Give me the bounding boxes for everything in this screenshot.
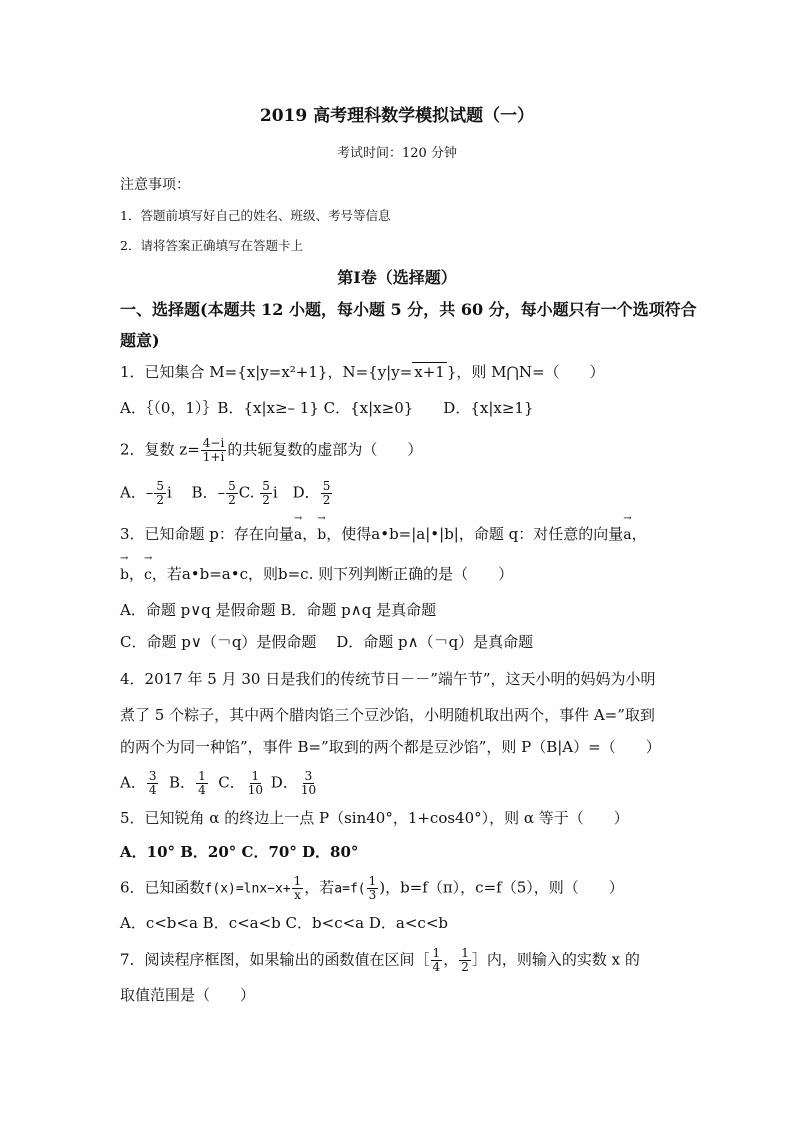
q6-text: )，b=f（π），c=f（5），则（ ） (379, 878, 624, 897)
note-item: 1．答题前填写好自己的姓名、班级、考号等信息 (120, 208, 391, 223)
q6-a-def: a=f( (334, 881, 366, 897)
frac-den: 2 (156, 493, 164, 507)
frac-num: 5 (228, 479, 236, 493)
question-3 (120, 524, 647, 545)
frac-den: 2 (461, 960, 469, 974)
question-4-cont2: 的两个为同一种馅”，事件 B=”取到的两个都是豆沙馅”，则 P（B|A）=（ ） (120, 738, 661, 756)
q6-text: 6．已知函数 (120, 878, 205, 897)
q2-num: 4−i (202, 436, 225, 450)
frac-num: 1 (251, 769, 260, 783)
q2-opt-a-frac (154, 480, 166, 507)
q2-opt-c-tail: i D． (272, 483, 320, 502)
q2-fraction (201, 437, 227, 464)
q7-text: ］内，则输入的实数 x 的 (471, 950, 640, 969)
q2-opt-b-frac (226, 480, 238, 507)
option-label: D． (270, 773, 298, 792)
q2-text-b: 的共轭复数的虚部为（ ） (227, 440, 423, 459)
q7-sep: ， (443, 950, 459, 969)
frac-den: 10 (247, 783, 264, 797)
q1-options: A．｛（0，1）｝B．{x|x≥– 1} C．{x|x≥0} D．{x|x≥1} (120, 399, 534, 417)
frac-num: 3 (304, 769, 313, 783)
q6-function: f(x)=lnx−x+ (204, 881, 291, 897)
q6-text: ，若 (304, 878, 335, 897)
q2-den: 1+i (202, 450, 225, 464)
q3-dot-expr: a•b=|a|•|b| (371, 525, 459, 543)
frac-den: 2 (228, 493, 236, 507)
frac-den: 4 (198, 783, 206, 797)
q1-text-b: }，则 M⋂N=（ ） (446, 363, 605, 381)
frac-den: x (294, 888, 301, 902)
option-label: B． (169, 773, 196, 792)
q3-sep: ， (128, 565, 144, 583)
question-4-cont: 煮了 5 个粽子，其中两个腊肉馅三个豆沙馅，小明随机取出两个，事件 A=”取到 (120, 706, 655, 724)
q2-opt-d-frac (321, 480, 333, 507)
frac-num: 1 (198, 769, 206, 783)
notes-heading: 注意事项： (120, 177, 190, 193)
section-title: 第Ⅰ卷（选择题） (337, 268, 457, 287)
option-label: A． (120, 773, 146, 792)
frac-num: 1 (432, 946, 441, 960)
q3-conclusion: b=c (278, 565, 309, 583)
section-instruction: 一、选择题(本题共 12 小题，每小题 5 分，共 60 分，每小题只有一个选项符合 (120, 300, 697, 319)
q3-options-2: C．命题 p∨（￢q）是假命题 D．命题 p∧（￢q）是真命题 (120, 633, 534, 651)
q7-frac-2 (459, 947, 471, 974)
vector-a: → a (623, 525, 631, 545)
question-6 (120, 875, 624, 902)
option-label: C． (218, 773, 245, 792)
q6-a-frac (367, 875, 379, 902)
q3-text: . 则下列判断正确的是（ ） (308, 565, 514, 583)
frac-num: 5 (156, 479, 164, 493)
frac-den: 4 (432, 960, 441, 974)
q3-text: 3．已知命题 p：存在向量 (120, 525, 294, 543)
frac-den: 4 (148, 783, 157, 797)
exam-time: 考试时间：120 分钟 (337, 146, 457, 161)
q6-frac (292, 875, 304, 902)
q5-options: A．10° B．20° C．70° D．80° (120, 843, 359, 861)
frac-num: 5 (322, 479, 331, 493)
frac-num: 1 (461, 946, 469, 960)
question-5: 5．已知锐角 α 的终边上一点 P（sin40°，1+cos40°），则 α 等于（ ） (120, 809, 629, 827)
q2-opt-c-frac (260, 480, 272, 507)
q4-opt-b-frac (196, 770, 208, 797)
q4-opt-a-frac (147, 770, 159, 797)
q3-text: ，则 (248, 565, 279, 583)
question-7 (120, 947, 640, 974)
question-2 (120, 437, 422, 464)
vector-b: → b (317, 525, 326, 545)
vector-a: → a (294, 525, 302, 545)
q1-sqrt: x+1 (414, 363, 445, 381)
q2-opt-a-tail: i B．– (166, 483, 226, 502)
q2-text-a: 2．复数 z= (120, 440, 200, 459)
q3-text: ， (631, 525, 647, 543)
frac-den: 10 (300, 783, 317, 797)
q6-options: A．c<b<a B．c<a<b C．b<c<a D．a<c<b (120, 914, 448, 932)
frac-num: 1 (368, 874, 377, 888)
q7-frac-1 (431, 947, 443, 974)
question-3-cont (120, 564, 513, 585)
question-7-cont: 取值范围是（ ） (120, 986, 256, 1004)
q3-text: ，命题 q：对任意的向量 (458, 525, 624, 543)
frac-num: 5 (262, 479, 270, 493)
q3-sep: ， (302, 525, 318, 543)
q1-text-a: 1．已知集合 M={x|y=x²+1}，N={y|y= (120, 363, 413, 381)
question-4: 4．2017 年 5 月 30 日是我们的传统节日－－”端午节”，这天小明的妈妈为小明 (120, 670, 656, 688)
q4-options (120, 770, 319, 797)
q4-opt-d-frac (299, 770, 318, 797)
note-item: 2．请将答案正确填写在答题卡上 (120, 238, 303, 253)
q3-condition: a•b=a•c (181, 565, 248, 583)
q3-text: ，使得 (326, 525, 372, 543)
q7-text: 7．阅读程序框图，如果输出的函数值在区间［ (120, 950, 430, 969)
frac-den: 3 (368, 888, 377, 902)
frac-den: 2 (322, 493, 331, 507)
q2-options (120, 480, 333, 507)
frac-den: 2 (262, 493, 270, 507)
section-instruction-cont: 题意) (120, 331, 160, 350)
question-1 (120, 362, 605, 382)
q2-opt-b-tail: C. (238, 483, 255, 502)
vector-b: → b (120, 565, 129, 585)
vector-c: → c (144, 565, 152, 585)
frac-num: 3 (148, 769, 157, 783)
q2-opt-a: A．– (120, 483, 154, 502)
q3-text: ，若 (151, 565, 182, 583)
frac-num: 1 (293, 874, 302, 888)
exam-title: 2019 高考理科数学模拟试题（一） (259, 106, 535, 126)
q4-opt-c-frac (246, 770, 265, 797)
q3-options-1: A．命题 p∨q 是假命题 B．命题 p∧q 是真命题 (120, 601, 437, 619)
